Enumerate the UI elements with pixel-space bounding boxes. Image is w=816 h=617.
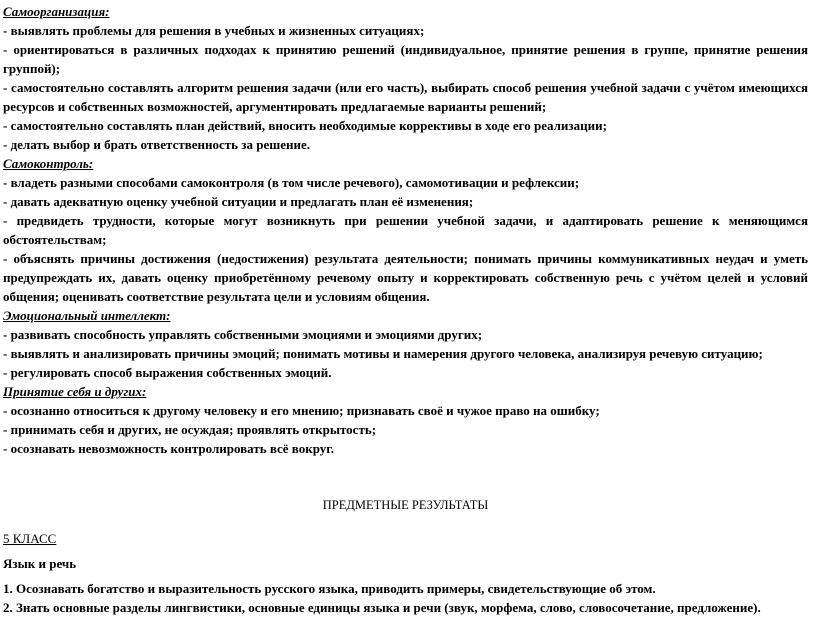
list-item: - регулировать способ выражения собственных эмоций. [3,365,332,380]
list-item: - принимать себя и других, не осуждая; проявлять открытость; [3,422,377,437]
spacer [3,515,808,523]
section-title-self-organization: Самоорганизация: [3,4,110,19]
list-item: - делать выбор и брать ответственность за решение. [3,137,310,152]
list-item: - осознавать невозможность контролировать всё вокруг. [3,441,334,456]
grade-title: 5 КЛАСС [3,531,57,546]
list-item: - осознанно относиться к другому человеку и его мнению; признавать своё и чужое право на ошибку; [3,403,600,418]
list-item: - выявлять проблемы для решения в учебных и жизненных ситуациях; [3,23,425,38]
list-item: - давать адекватную оценку учебной ситуации и предлагать план её изменения; [3,194,474,209]
list-item: - объяснять причины достижения (недостижения) результата деятельности; понимать причины коммуникативных неудач и уметь предупреждать их, давать оценку приобретённому речевому опыту и корректировать собственную речь с учётом целей и условий общения; оценивать соответствие результата цели и условиям общения. [3,251,808,304]
list-item: - самостоятельно составлять план действий, вносить необходимые коррективы в ходе его реализации; [3,118,607,133]
list-item: - развивать способность управлять собственными эмоциями и эмоциями других; [3,327,483,342]
section-title-emotional-intelligence: Эмоциональный интеллект: [3,308,171,323]
subject-results-title: ПРЕДМЕТНЫЕ РЕЗУЛЬТАТЫ [322,498,489,512]
list-item: - владеть разными способами самоконтроля (в том числе речевого), самомотивации и рефлексии; [3,175,580,190]
list-item: 1. Осознавать богатство и выразительность русского языка, приводить примеры, свидетельствующие об этом. [3,581,656,596]
section-title-self-control: Самоконтроль: [3,156,94,171]
section-title-acceptance: Принятие себя и других: [3,384,147,399]
list-item: - выявлять и анализировать причины эмоций; понимать мотивы и намерения другого человека, анализируя речевую ситуацию; [3,346,763,361]
list-item: - самостоятельно составлять алгоритм решения задачи (или его часть), выбирать способ решения учебной задачи с учётом имеющихся ресурсов и собственных возможностей, аргументировать предлагаемые варианты решений; [3,80,808,114]
list-item: - предвидеть трудности, которые могут возникнуть при решении учебной задачи, и адаптировать решение к меняющимся обстоятельствам; [3,213,808,247]
list-item: - ориентироваться в различных подходах к принятию решений (индивидуальное, принятие решения в группе, принятие решения группой); [3,42,808,76]
list-item: 2. Знать основные разделы лингвистики, основные единицы языка и речи (звук, морфема, слово, словосочетание, предложение). [3,600,761,615]
subsection-title: Язык и речь [3,556,77,571]
spacer [3,458,808,496]
